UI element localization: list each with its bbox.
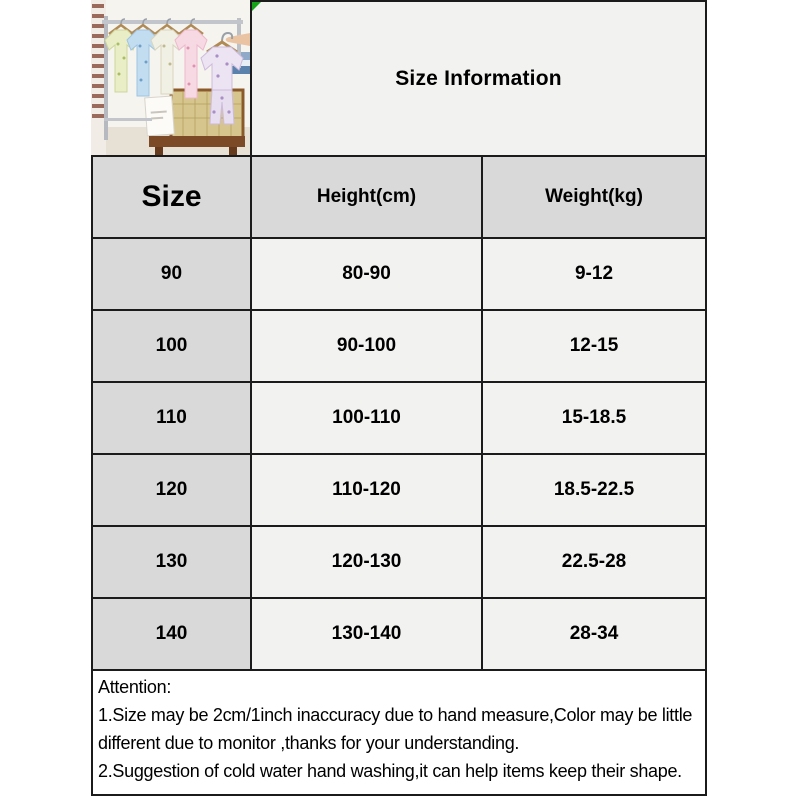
size-information-banner [250, 0, 707, 155]
table-row [93, 597, 705, 669]
cell-weight: 22.5-28 [481, 527, 705, 597]
green-corner-flag-icon [252, 2, 261, 11]
picture-frame [145, 96, 175, 136]
column-header-weight: Weight(kg) [481, 157, 705, 237]
cell-height: 100-110 [250, 383, 481, 453]
cell-weight: 18.5-22.5 [481, 455, 705, 525]
cell-height: 130-140 [250, 599, 481, 669]
attention-line-1: 1.Size may be 2cm/1inch inaccuracy due to hand measure,Color may be little [98, 705, 693, 725]
product-photo-illustration [91, 0, 250, 155]
cell-size: 100 [93, 311, 250, 381]
size-chart-sheet [91, 0, 707, 796]
attention-note [91, 671, 707, 796]
cell-size: 130 [93, 527, 250, 597]
table-row [93, 381, 705, 453]
cell-size: 140 [93, 599, 250, 669]
size-table [91, 155, 707, 671]
column-header-height: Height(cm) [250, 157, 481, 237]
cell-weight: 12-15 [481, 311, 705, 381]
size-table-header-row [93, 157, 705, 237]
cell-weight: 28-34 [481, 599, 705, 669]
column-header-size: Size [93, 157, 250, 237]
attention-title: Attention: [98, 677, 172, 697]
top-row [91, 0, 707, 155]
cell-size: 120 [93, 455, 250, 525]
cell-height: 80-90 [250, 239, 481, 309]
cell-height: 110-120 [250, 455, 481, 525]
product-photo [91, 0, 250, 155]
cell-size: 110 [93, 383, 250, 453]
size-information-title: Size Information [395, 66, 562, 90]
attention-line-3: 2.Suggestion of cold water hand washing,it can help items keep their shape. [98, 761, 682, 781]
cell-height: 120-130 [250, 527, 481, 597]
attention-line-2: different due to monitor ,thanks for your understanding. [98, 733, 520, 753]
cell-height: 90-100 [250, 311, 481, 381]
cell-weight: 9-12 [481, 239, 705, 309]
table-row [93, 237, 705, 309]
table-row [93, 525, 705, 597]
table-row [93, 309, 705, 381]
cell-weight: 15-18.5 [481, 383, 705, 453]
cell-size: 90 [93, 239, 250, 309]
table-row [93, 453, 705, 525]
